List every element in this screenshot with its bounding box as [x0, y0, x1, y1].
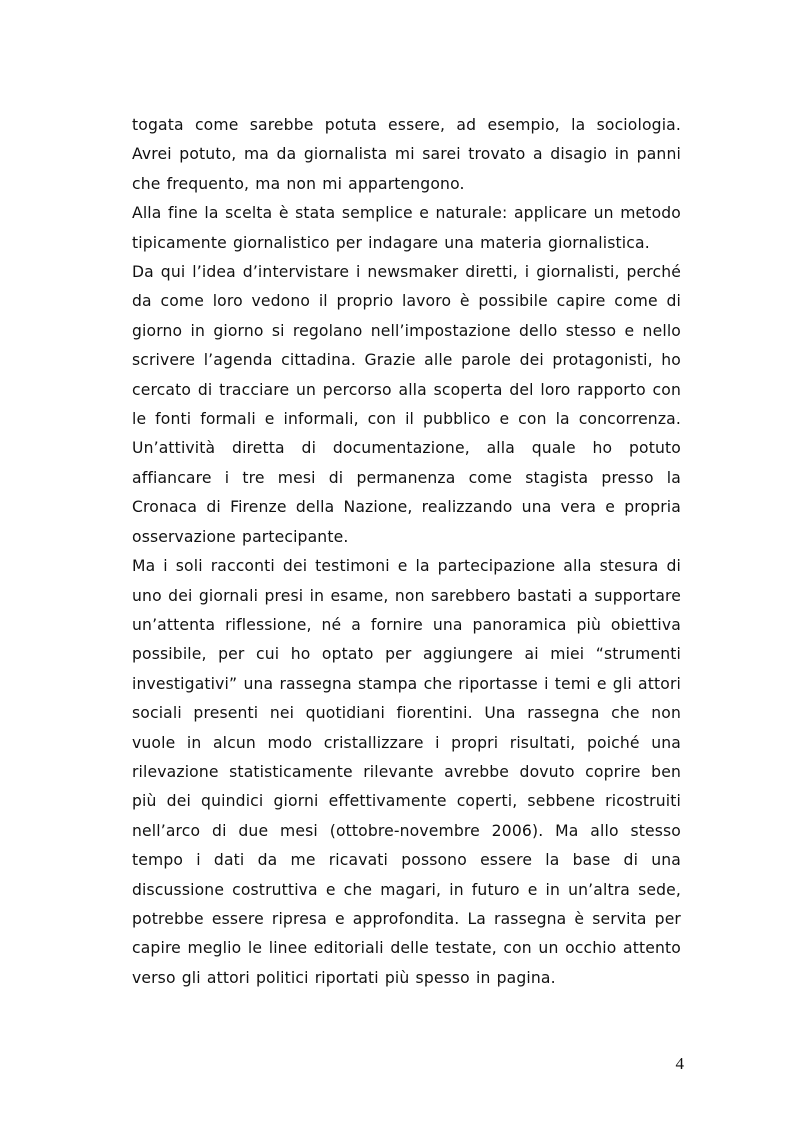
page-number: 4: [675, 1054, 684, 1073]
paragraph-1: togata come sarebbe potuta essere, ad esempio, la sociologia. Avrei potuto, ma da giornalista mi sarei trovato a disagio in panni che frequento, ma non mi appartengono.: [132, 116, 681, 193]
body-text: [132, 111, 681, 993]
paragraph-4: Ma i soli racconti dei testimoni e la partecipazione alla stesura di uno dei giornali presi in esame, non sarebbero bastati a supportare un’attenta riflessione, né a fornire una panoramica più obiettiva possibile, per cui ho optato per aggiungere ai miei “strumenti investigativi” una rassegna stampa che riportasse i temi e gli attori sociali presenti nei quotidiani fiorentini. Una rassegna che non vuole in alcun modo cristallizzare i propri risultati, poiché una rilevazione statisticamente rilevante avrebbe dovuto coprire ben più dei quindici giorni effettivamente coperti, sebbene ricostruiti nell’arco di due mesi (ottobre-novembre 2006). Ma allo stesso tempo i dati da me ricavati possono essere la base di una discussione costruttiva e che magari, in futuro e in un’altra sede, potrebbe essere ripresa e approfondita. La rassegna è servita per capire meglio le linee editoriali delle testate, con un occhio attento verso gli attori politici riportati più spesso in pagina.: [132, 557, 681, 987]
paragraph-2: Alla fine la scelta è stata semplice e naturale: applicare un metodo tipicamente giornalistico per indagare una materia giornalistica.: [132, 204, 681, 252]
paragraph-3: Da qui l’idea d’intervistare i newsmaker diretti, i giornalisti, perché da come loro vedono il proprio lavoro è possibile capire come di giorno in giorno si regolano nell’impostazione dello stesso e nello scrivere l’agenda cittadina. Grazie alle parole dei protagonisti, ho cercato di tracciare un percorso alla scoperta del loro rapporto con le fonti formali e informali, con il pubblico e con la concorrenza. Un’attività diretta di documentazione, alla quale ho potuto affiancare i tre mesi di permanenza come stagista presso la Cronaca di Firenze della Nazione, realizzando una vera e propria osservazione partecipante.: [132, 263, 681, 546]
